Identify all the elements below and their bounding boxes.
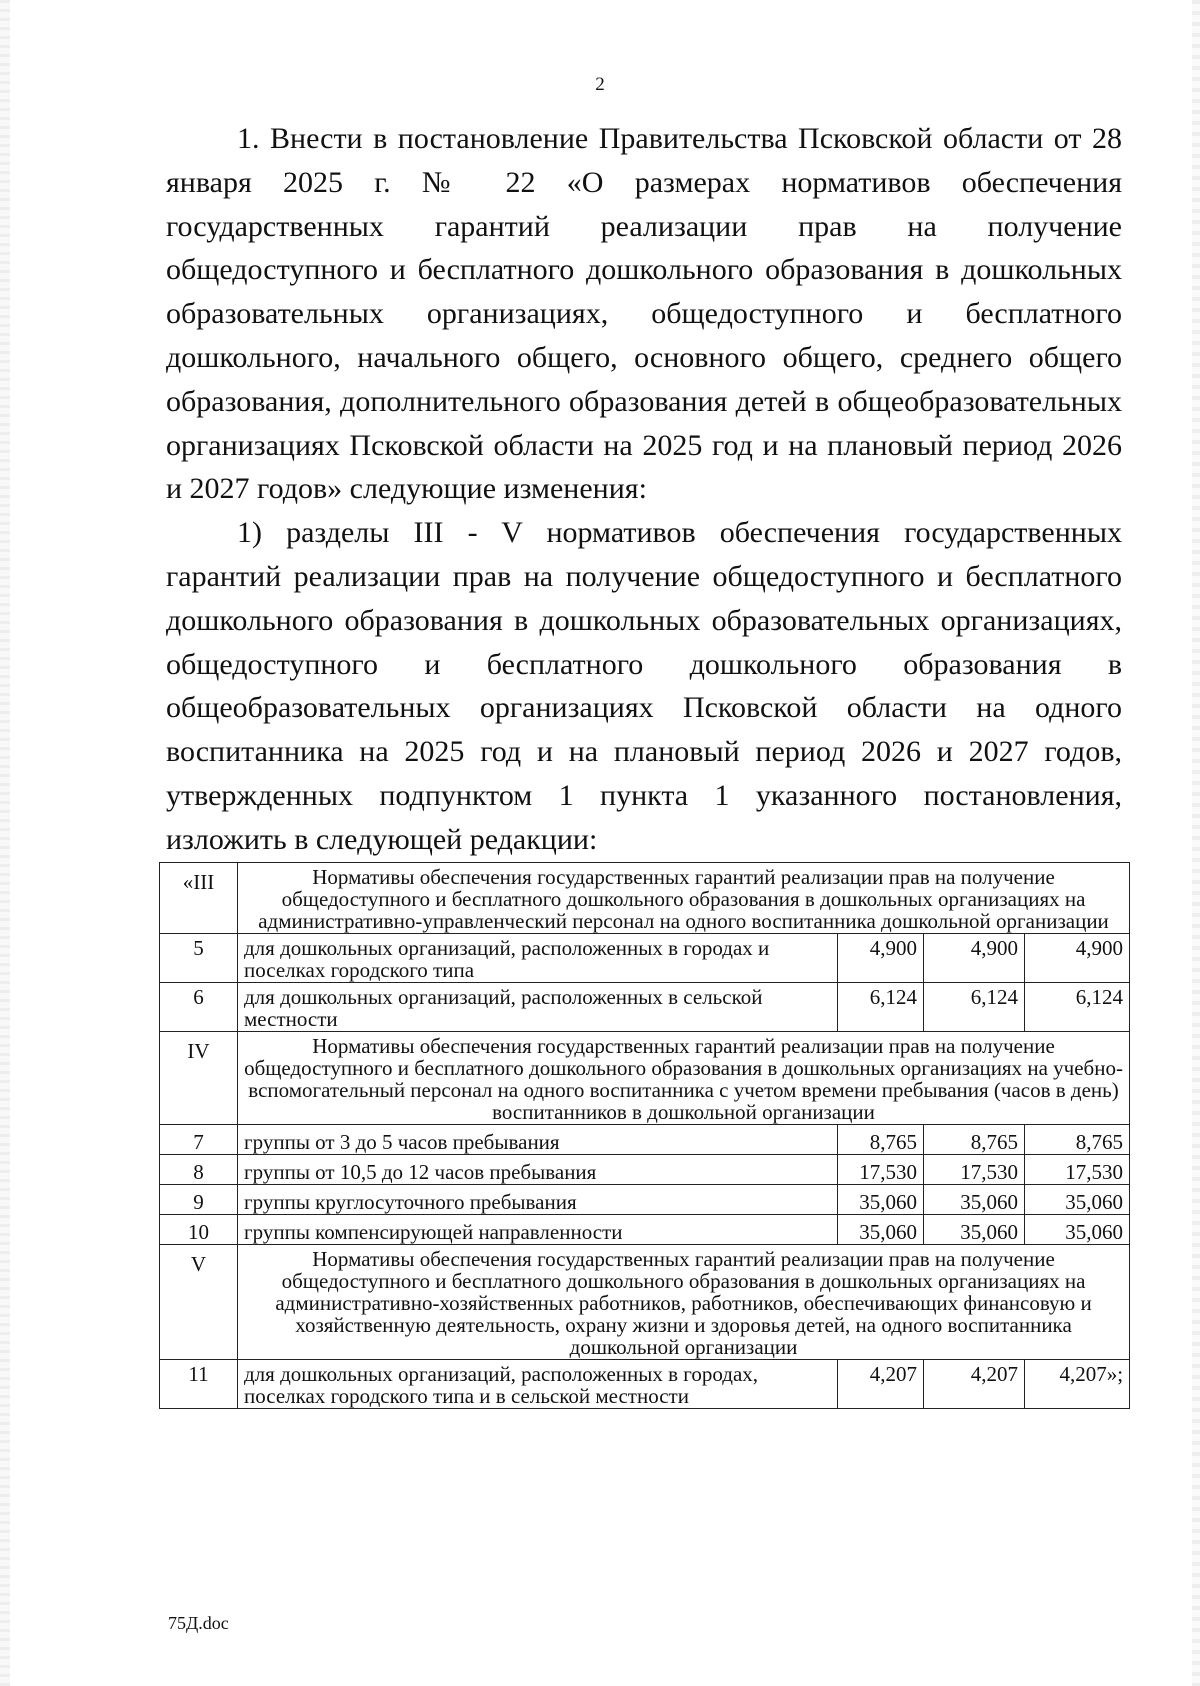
footer-file-name: 75Д.doc <box>168 1613 229 1633</box>
value-2027: 4,207»; <box>1025 1360 1130 1409</box>
value-2026: 4,207 <box>924 1360 1025 1409</box>
row-description: для дошкольных организаций, расположенных в городах и поселках городского типа <box>238 934 838 983</box>
value-2026: 4,900 <box>924 934 1025 983</box>
value-2025: 35,060 <box>838 1215 924 1245</box>
row-description: группы компенсирующей направленности <box>238 1215 838 1245</box>
value-2025: 4,207 <box>838 1360 924 1409</box>
row-description: группы от 3 до 5 часов пребывания <box>238 1125 838 1155</box>
value-2027: 4,900 <box>1025 934 1130 983</box>
scan-edge-left <box>0 0 10 1686</box>
value-2026: 8,765 <box>924 1125 1025 1155</box>
scan-edge-right <box>1192 0 1200 1686</box>
norms-table <box>159 862 1130 1409</box>
table-row <box>160 1215 1130 1245</box>
section-header-row <box>160 1032 1130 1125</box>
row-number: 10 <box>160 1215 238 1245</box>
value-2027: 35,060 <box>1025 1185 1130 1215</box>
value-2025: 4,900 <box>838 934 924 983</box>
document-body <box>166 117 1122 862</box>
page-number: 2 <box>595 74 605 95</box>
row-number: 5 <box>160 934 238 983</box>
row-number: 7 <box>160 1125 238 1155</box>
paragraph-2: 1) разделы III - V нормативов обеспечения государственных гарантий реализации прав на получение общедоступного и бесплатного дошкольного образования в дошкольных образовательных организациях, общедоступного и бесплатного дошкольного образования в общеобразовательных организациях Псковской области на одного воспитанника на 2025 год и на плановый период 2026 и 2027 годов, утвержденных подпунктом 1 пункта 1 указанного постановления, изложить в следующей редакции: <box>166 516 1122 856</box>
table-row <box>160 934 1130 983</box>
section-number: IV <box>160 1032 238 1125</box>
value-2025: 8,765 <box>838 1125 924 1155</box>
value-2026: 6,124 <box>924 983 1025 1032</box>
section-title: Нормативы обеспечения государственных гарантий реализации прав на получение общедоступного и бесплатного дошкольного образования в дошкольных организациях на учебно-вспомогательный персонал на одного воспитанника с учетом времени пребывания (часов в день) воспитанников в дошкольной организации <box>238 1032 1130 1125</box>
row-description: группы от 10,5 до 12 часов пребывания <box>238 1155 838 1185</box>
value-2026: 35,060 <box>924 1185 1025 1215</box>
table-row <box>160 1360 1130 1409</box>
value-2026: 35,060 <box>924 1215 1025 1245</box>
value-2027: 17,530 <box>1025 1155 1130 1185</box>
row-number: 8 <box>160 1155 238 1185</box>
section-header-row <box>160 1245 1130 1360</box>
row-description: для дошкольных организаций, расположенных в сельской местности <box>238 983 838 1032</box>
row-description: для дошкольных организаций, расположенных в городах, поселках городского типа и в сельской местности <box>238 1360 838 1409</box>
value-2027: 8,765 <box>1025 1125 1130 1155</box>
section-header-row <box>160 863 1130 934</box>
row-number: 11 <box>160 1360 238 1409</box>
section-title: Нормативы обеспечения государственных гарантий реализации прав на получение общедоступного и бесплатного дошкольного образования в дошкольных организациях на административно-управленческий персонал на одного воспитанника дошкольной организации <box>238 863 1130 934</box>
value-2027: 35,060 <box>1025 1215 1130 1245</box>
section-number: V <box>160 1245 238 1360</box>
row-number: 9 <box>160 1185 238 1215</box>
section-title: Нормативы обеспечения государственных гарантий реализации прав на получение общедоступного и бесплатного дошкольного образования в дошкольных организациях на административно-хозяйственных работников, работников, обеспечивающих финансовую и хозяйственную деятельность, охрану жизни и здоровья детей, на одного воспитанника дошкольной организации <box>238 1245 1130 1360</box>
table-row <box>160 983 1130 1032</box>
table-row <box>160 1155 1130 1185</box>
row-number: 6 <box>160 983 238 1032</box>
value-2026: 17,530 <box>924 1155 1025 1185</box>
table-row <box>160 1185 1130 1215</box>
row-description: группы круглосуточного пребывания <box>238 1185 838 1215</box>
value-2025: 17,530 <box>838 1155 924 1185</box>
table-row <box>160 1125 1130 1155</box>
value-2025: 35,060 <box>838 1185 924 1215</box>
section-number: «III <box>160 863 238 934</box>
value-2027: 6,124 <box>1025 983 1130 1032</box>
value-2025: 6,124 <box>838 983 924 1032</box>
paragraph-1: 1. Внести в постановление Правительства Псковской области от 28 января 2025 г. № 22 «О размерах нормативов обеспечения государственных гарантий реализации прав на получение общедоступного и бесплатного дошкольного образования в дошкольных образовательных организациях, общедоступного и бесплатного дошкольного, начального общего, основного общего, среднего общего образования, дополнительного образования детей в общеобразовательных организациях Псковской области на 2025 год и на плановый период 2026 и 2027 годов» следующие изменения: <box>166 122 1122 506</box>
